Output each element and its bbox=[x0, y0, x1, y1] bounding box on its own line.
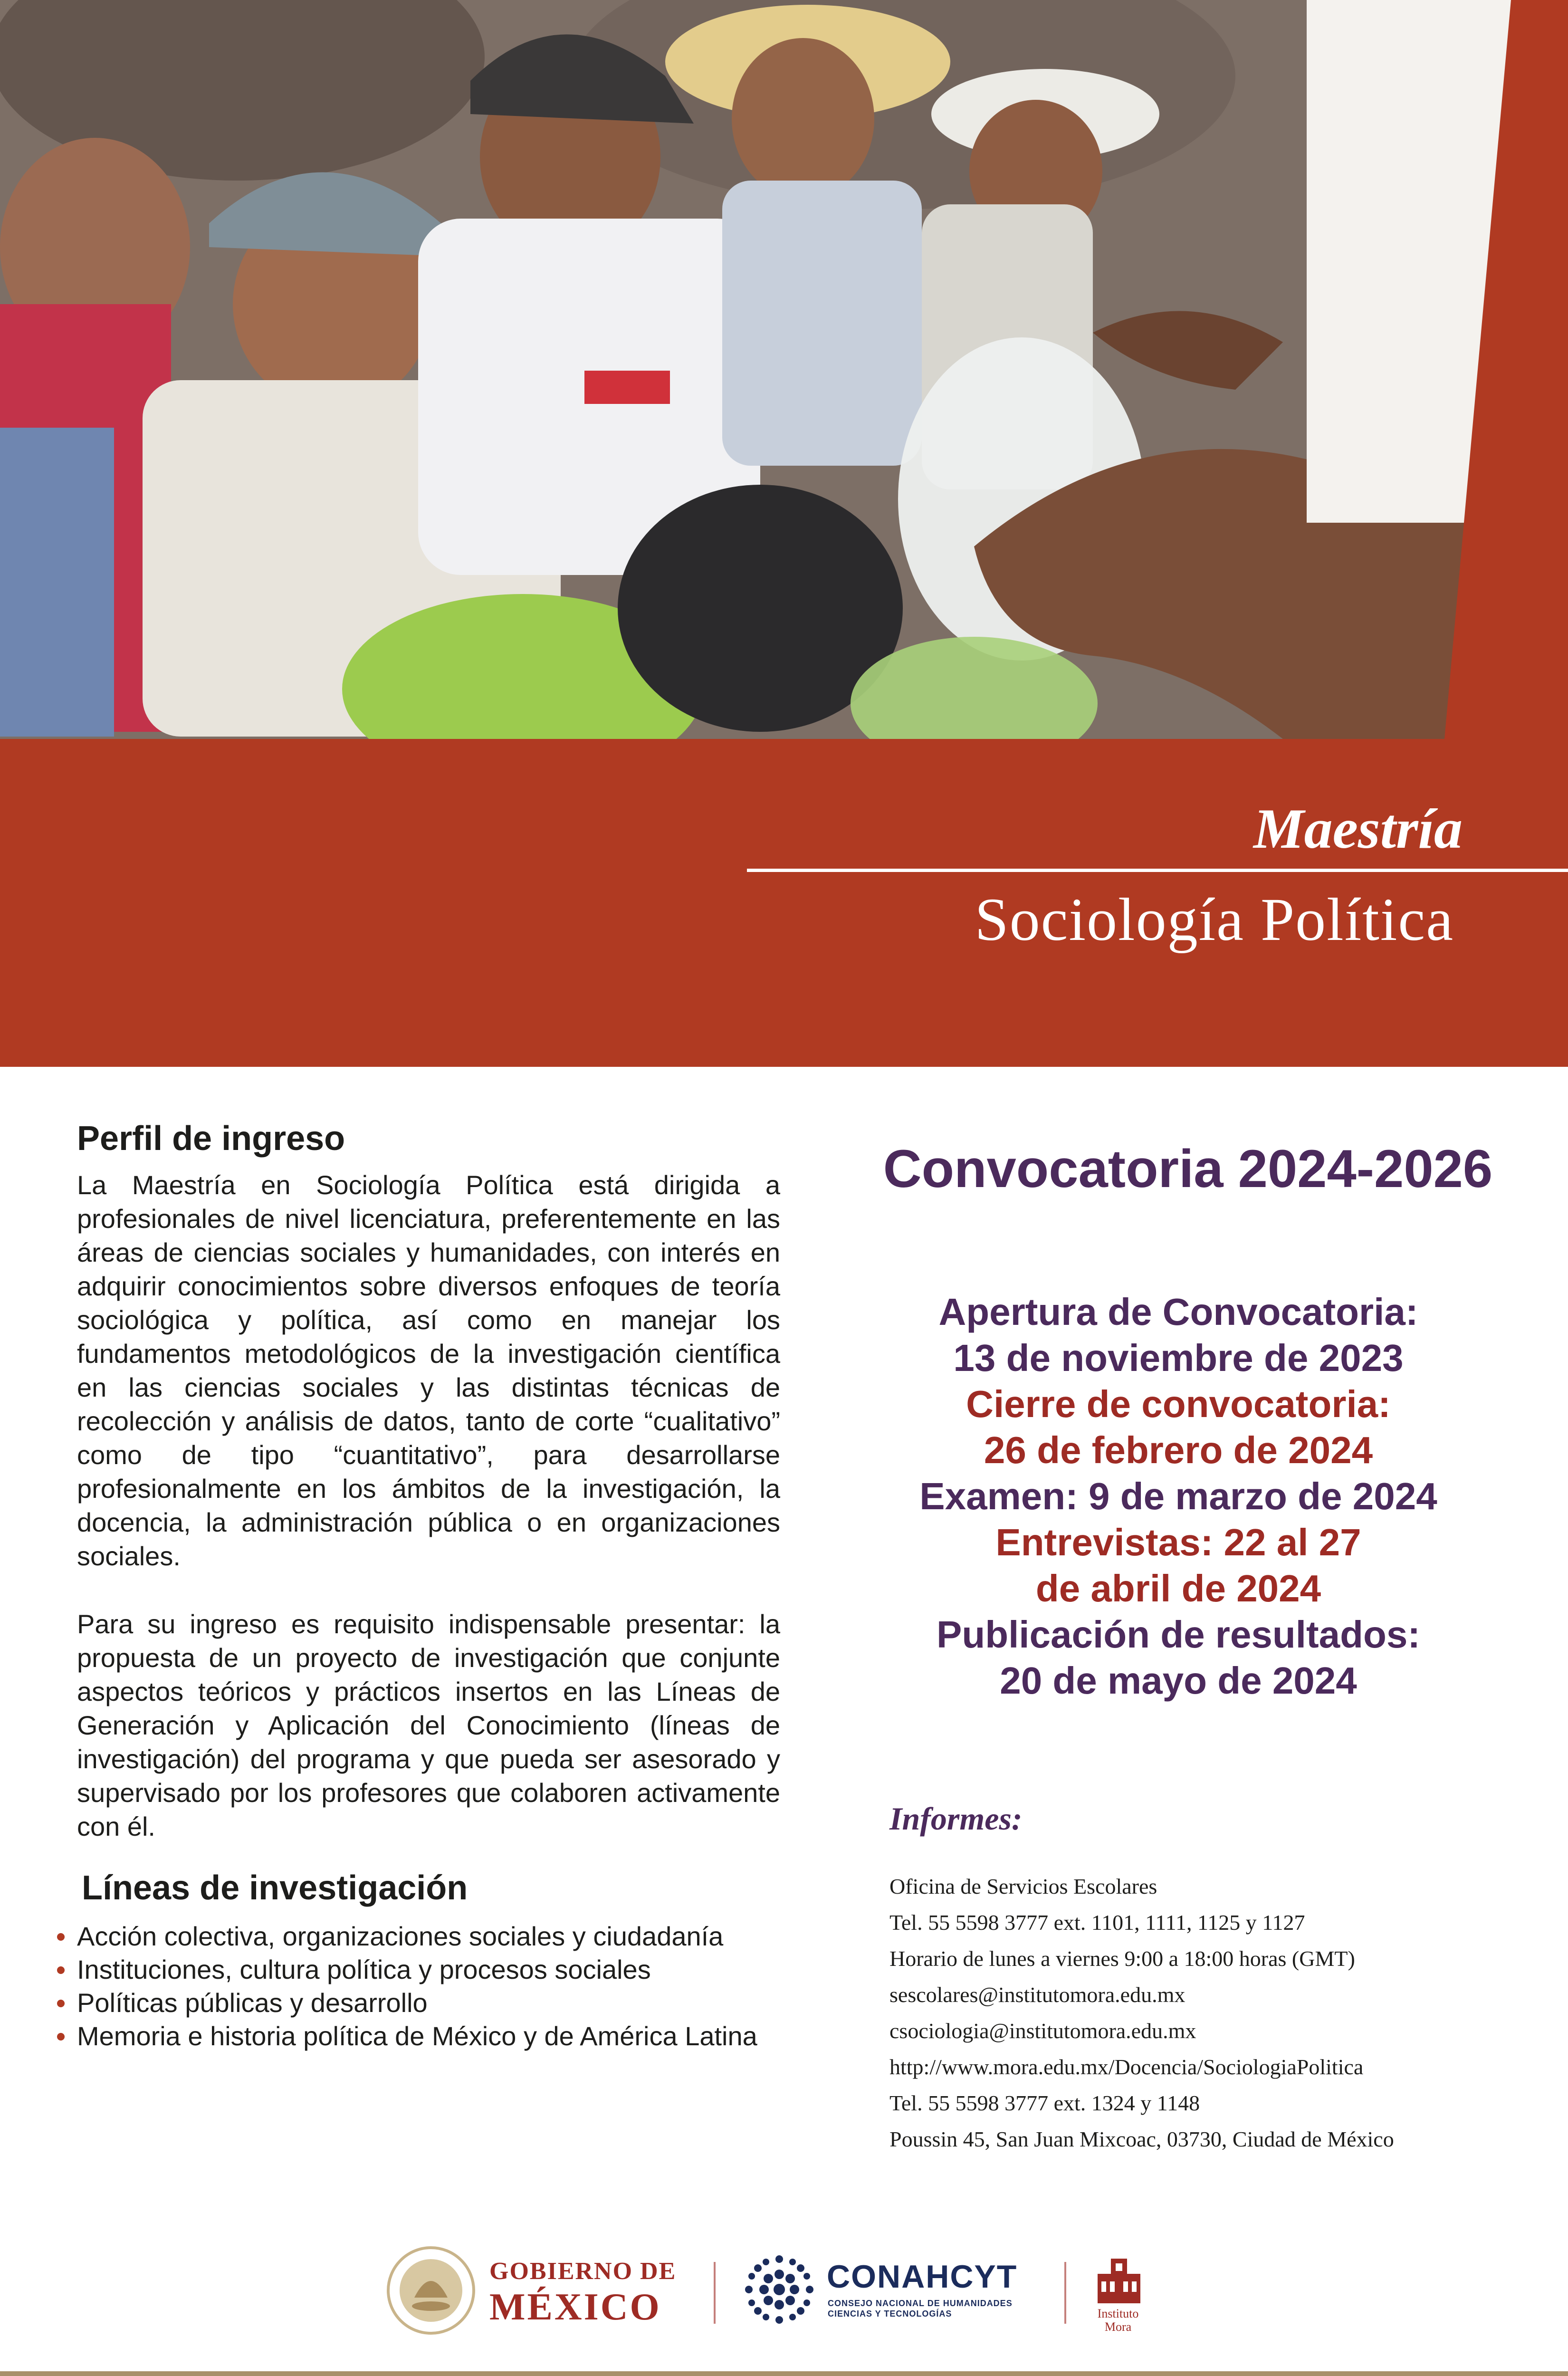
perfil-heading: Perfil de ingreso bbox=[77, 1120, 345, 1158]
conahcyt-subtitle bbox=[828, 2298, 1013, 2319]
cierre-date: 26 de febrero de 2024 bbox=[984, 1429, 1373, 1471]
informes-hours: Horario de lunes a viernes 9:00 a 18:00 horas (GMT) bbox=[889, 1946, 1355, 1971]
cierre-label: Cierre de convocatoria: bbox=[966, 1383, 1391, 1425]
program-level: Maestría bbox=[1253, 797, 1463, 860]
informes-email-2[interactable]: csociologia@institutomora.edu.mx bbox=[889, 2019, 1196, 2043]
list-item: Acción colectiva, organizaciones sociales y ciudadanía bbox=[56, 1920, 769, 1953]
informes-address: Poussin 45, San Juan Mixcoac, 03730, Ciudad de México bbox=[889, 2127, 1394, 2151]
gobierno-line-1: GOBIERNO DE bbox=[489, 2258, 677, 2285]
program-title: Sociología Política bbox=[975, 886, 1454, 953]
convocatoria-title: Convocatoria 2024-2026 bbox=[883, 1139, 1493, 1198]
conahcyt-subtitle-2: CIENCIAS Y TECNOLOGÍAS bbox=[828, 2309, 952, 2319]
gobierno-line-2: MÉXICO bbox=[489, 2286, 661, 2328]
resultados-date: 20 de mayo de 2024 bbox=[1000, 1659, 1357, 1702]
informes-office: Oficina de Servicios Escolares bbox=[889, 1874, 1157, 1898]
instituto-mora-name bbox=[1092, 2307, 1144, 2334]
logo-divider bbox=[714, 2262, 716, 2324]
informes-phone-1: Tel. 55 5598 3777 ext. 1101, 1111, 1125 y 1127 bbox=[889, 1910, 1305, 1935]
list-item: Políticas públicas y desarrollo bbox=[56, 1986, 769, 2020]
conahcyt-subtitle-1: CONSEJO NACIONAL DE HUMANIDADES bbox=[828, 2299, 1013, 2308]
resultados-label: Publicación de resultados: bbox=[936, 1613, 1420, 1656]
informes-phone-2: Tel. 55 5598 3777 ext. 1324 y 1148 bbox=[889, 2091, 1200, 2115]
footer-bar bbox=[0, 2371, 1568, 2376]
instituto-mora-building-icon bbox=[1093, 2255, 1145, 2307]
informes-heading: Informes: bbox=[889, 1801, 1023, 1837]
informes-url[interactable]: http://www.mora.edu.mx/Docencia/SociologiaPolitica bbox=[889, 2055, 1364, 2079]
market-crowd-image bbox=[0, 0, 1568, 739]
convocatoria-dates bbox=[808, 1289, 1549, 1704]
apertura-date: 13 de noviembre de 2023 bbox=[953, 1337, 1404, 1379]
list-item: Instituciones, cultura política y procesos sociales bbox=[56, 1953, 769, 1986]
title-divider bbox=[747, 869, 1568, 872]
perfil-paragraph-1: La Maestría en Sociología Política está dirigida a profesionales de nivel licenciatura, preferentemente en las áreas de ciencias sociales y humanidades, con interés en adquirir conocimientos sobre diversos enfoques de teoría sociológica y política, así como en manejar los fundamentos metodológicos de la investigación científica en las ciencias sociales y las distintas técnicas de recolección y análisis de datos, tanto de corte “cualitativo” como de tipo “cuantitativo”, para desarrollarse profesionalmente en los ámbitos de la investigación, la docencia, la administración pública o en organizaciones sociales. bbox=[77, 1170, 780, 1571]
mora-line-2: Mora bbox=[1104, 2320, 1132, 2334]
informes-email-1[interactable]: sescolares@institutomora.edu.mx bbox=[889, 1983, 1186, 2007]
list-item: Memoria e historia política de México y de América Latina bbox=[56, 2020, 769, 2053]
apertura-label: Apertura de Convocatoria: bbox=[938, 1291, 1418, 1333]
perfil-paragraph-2: Para su ingreso es requisito indispensable presentar: la propuesta de un proyecto de investigación que conjunte aspectos teóricos y prácticos insertos en las Líneas de Generación y Aplicación del Conocimiento (líneas de investigación) del programa y que pueda ser asesorado y supervisado por los profesores que colaboren activamente con él. bbox=[77, 1609, 780, 1841]
entrevistas-date-1: Entrevistas: 22 al 27 bbox=[995, 1521, 1361, 1563]
lineas-list bbox=[56, 1920, 769, 2053]
examen-date: Examen: 9 de marzo de 2024 bbox=[919, 1475, 1437, 1517]
entrevistas-date-2: de abril de 2024 bbox=[1035, 1567, 1321, 1610]
mora-line-1: Instituto bbox=[1097, 2307, 1139, 2320]
logo-divider bbox=[1064, 2262, 1066, 2324]
mexico-seal-icon bbox=[386, 2245, 476, 2336]
conahcyt-name: CONAHCYT bbox=[827, 2259, 1018, 2295]
lineas-heading: Líneas de investigación bbox=[82, 1869, 468, 1907]
conahcyt-dots-icon bbox=[741, 2251, 817, 2328]
informes-contact bbox=[889, 1868, 1394, 2157]
header-photo bbox=[0, 0, 1568, 739]
